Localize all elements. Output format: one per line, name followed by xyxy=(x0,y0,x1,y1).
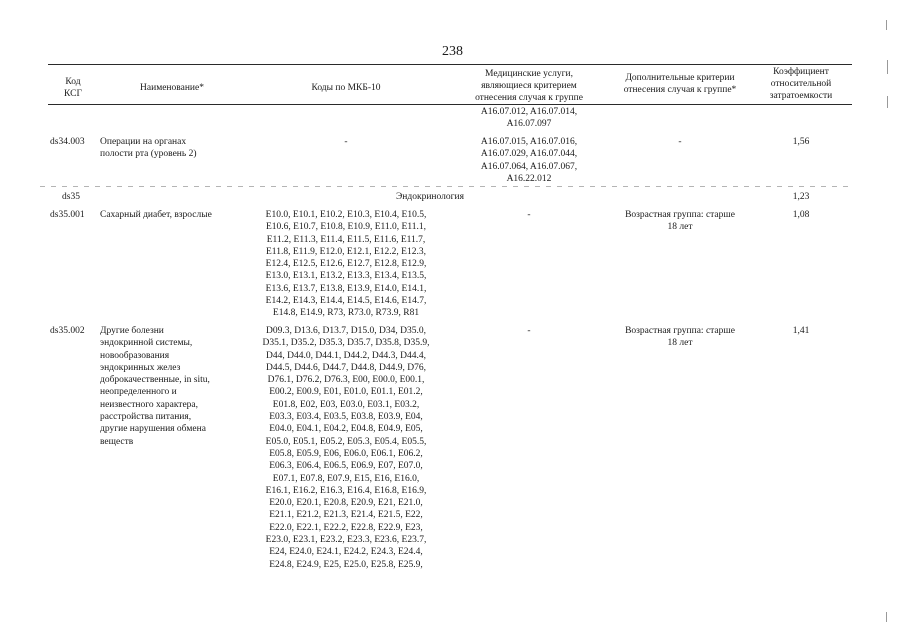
header-name: Наименование* xyxy=(140,83,204,93)
row-code: ds35.001 xyxy=(50,210,85,220)
row-criteria: - xyxy=(678,137,682,147)
continuation-services: A16.07.012, A16.07.014, A16.07.097 xyxy=(480,107,578,130)
scan-margin-mark xyxy=(887,60,888,74)
scan-margin-mark xyxy=(886,20,887,30)
row-code: ds34.003 xyxy=(50,137,85,147)
header-top-rule xyxy=(48,64,852,65)
row-coef: 1,08 xyxy=(792,210,810,220)
header-services: Медицинские услуги, являющиеся критерием отнесения случая к группе xyxy=(475,69,583,103)
scan-margin-mark xyxy=(886,612,887,622)
scan-margin-mark xyxy=(887,96,888,108)
section-code: ds35 xyxy=(62,192,80,202)
row-code: ds35.002 xyxy=(50,326,85,336)
row-criteria: Возрастная группа: старше 18 лет xyxy=(625,326,735,349)
page-number: 238 xyxy=(442,44,463,59)
section-title: Эндокринология xyxy=(396,192,464,202)
row-icd: E10.0, E10.1, E10.2, E10.3, E10.4, E10.5, E10.6, E10.7, E10.8, E10.9, E11.0, E11.1, E11.2, E11.3, E11.4, E11.5, E11.6, E11.7, E11.8, E11.9, E12.0, E12.1, E12.2, E12.3, E12.4, E12.5, E12.6, E12.7, E12.8, E12.9, E13.0, E13.1, E13.2, E13.3, E13.4, E13.5, E13.6, E13.7, E13.8, E13.9, E14.0, E14.1, E14.2, E14.3, E14.4, E14.5, E14.6, E14.7, E14.8, E14.9, R73, R73.0, R73.9, R81 xyxy=(265,210,427,319)
header-code: Код КСГ xyxy=(64,77,82,99)
header-bottom-rule xyxy=(48,104,852,105)
scan-artifact-line xyxy=(40,186,852,187)
row-name: Другие болезни эндокринной системы, новообразования эндокринных желез доброкачественные, in situ, неопределенного и неизвестного характера, расстройства питания, другие нарушения обмена веществ xyxy=(100,326,210,447)
row-services: A16.07.015, A16.07.016, A16.07.029, A16.07.044, A16.07.064, A16.07.067, A16.22.012 xyxy=(480,137,578,184)
row-coef: 1,41 xyxy=(792,326,810,336)
header-coef: Коэффициент относительной затратоемкости xyxy=(769,67,833,101)
header-criteria: Дополнительные критерии отнесения случая к группе* xyxy=(623,73,737,95)
row-icd: - xyxy=(344,137,348,147)
section-coef: 1,23 xyxy=(792,192,810,202)
row-name: Сахарный диабет, взрослые xyxy=(100,210,212,220)
header-icd: Коды по МКБ-10 xyxy=(311,83,381,93)
row-services: - xyxy=(527,210,531,220)
row-services: - xyxy=(527,326,531,336)
row-name: Операции на органах полости рта (уровень 2) xyxy=(100,137,197,160)
row-criteria: Возрастная группа: старше 18 лет xyxy=(625,210,735,233)
row-coef: 1,56 xyxy=(792,137,810,147)
row-icd: D09.3, D13.6, D13.7, D15.0, D34, D35.0, D35.1, D35.2, D35.3, D35.7, D35.8, D35.9, D44, D44.0, D44.1, D44.2, D44.3, D44.4, D44.5, D44.6, D44.7, D44.8, D44.9, D76, D76.1, D76.2, D76.3, E00, E00.0, E00.1, E00.2, E00.9, E01, E01.0, E01.1, E01.2, E01.8, E02, E03, E03.0, E03.1, E03.2, E03.3, E03.4, E03.5, E03.8, E03.9, E04, E04.0, E04.1, E04.2, E04.8, E04.9, E05, E05.0, E05.1, E05.2, E05.3, E05.4, E05.5, E05.8, E05.9, E06, E06.0, E06.1, E06.2, E06.3, E06.4, E06.5, E06.9, E07, E07.0, E07.1, E07.8, E07.9, E15, E16, E16.0, E16.1, E16.2, E16.3, E16.4, E16.8, E16.9, E20.0, E20.1, E20.8, E20.9, E21, E21.0, E21.1, E21.2, E21.3, E21.4, E21.5, E22, E22.0, E22.1, E22.2, E22.8, E22.9, E23, E23.0, E23.1, E23.2, E23.3, E23.6, E23.7, E24, E24.0, E24.1, E24.2, E24.3, E24.4, E24.8, E24.9, E25, E25.0, E25.8, E25.9, xyxy=(262,326,430,570)
